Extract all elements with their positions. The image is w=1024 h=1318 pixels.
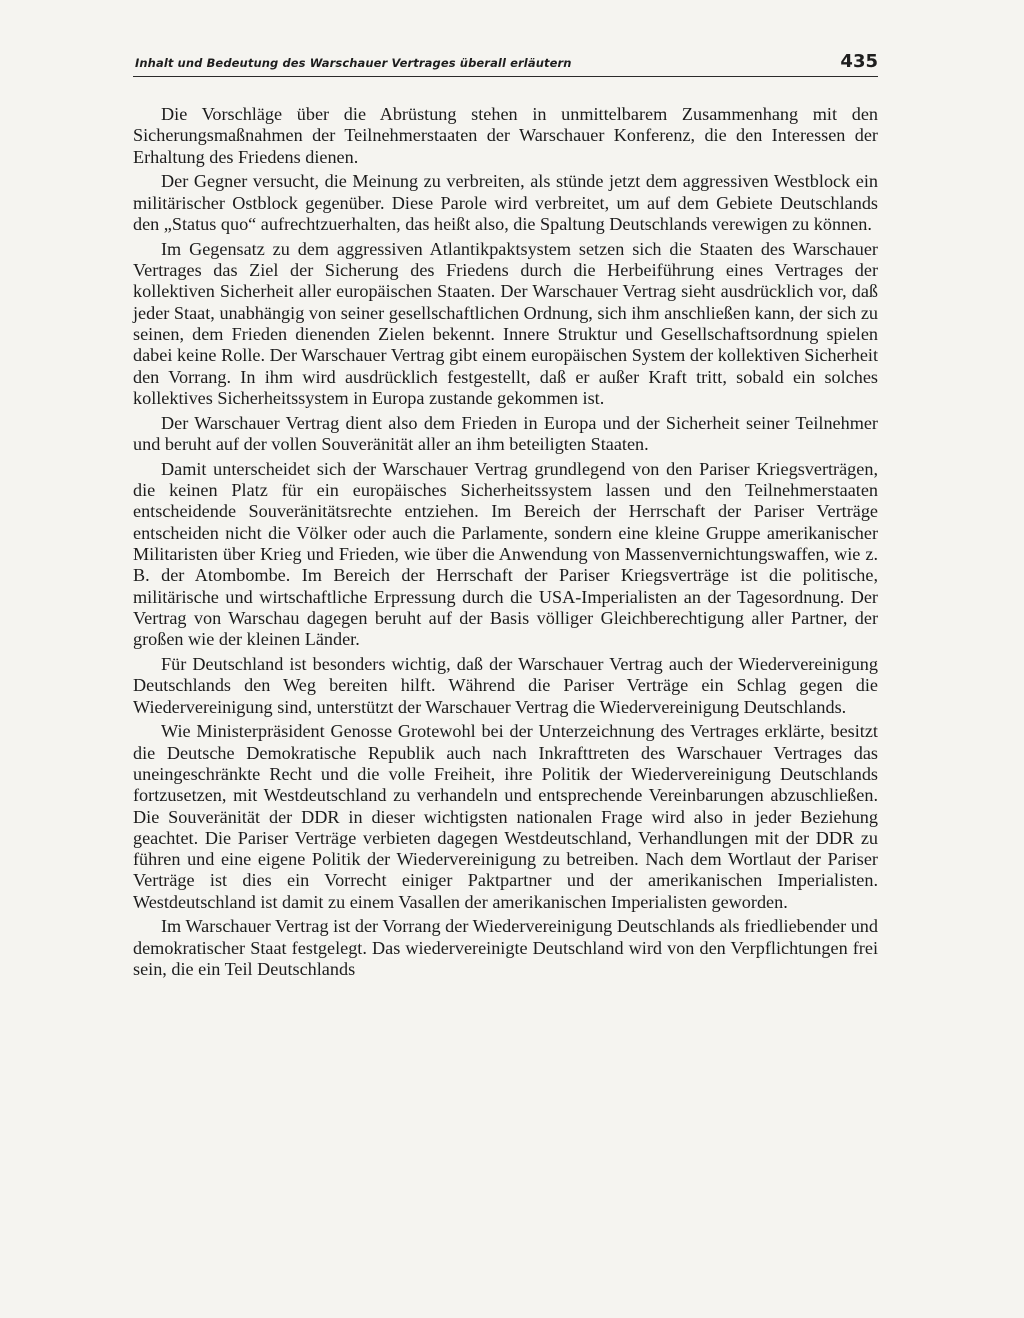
running-title: Inhalt und Bedeutung des Warschauer Vertrages überall erläutern [135, 56, 572, 70]
page-header [133, 52, 878, 77]
paragraph: Im Gegensatz zu dem aggressiven Atlantikpaktsystem setzen sich die Staaten des Warschauer Vertrages das Ziel der Sicherung des Friedens durch die Herbeiführung eines Vertrages der kollektiven Sicherheit aller europäischen Staaten. Der Warschauer Vertrag sieht ausdrücklich vor, daß jeder Staat, unabhängig von seiner gesellschaftlichen Ordnung, sich ihm anschließen kann, der sich zu seinen, dem Frieden dienenden Zielen bekennt. Innere Struktur und Gesellschaftsordnung spielen dabei keine Rolle. Der Warschauer Vertrag gibt einem europäischen System der kollektiven Sicherheit den Vorrang. In ihm wird ausdrücklich festgestellt, daß er außer Kraft tritt, sobald ein solches kollektives Sicherheitssystem in Europa zustande gekommen ist. [133, 238, 878, 408]
body-text [133, 104, 878, 980]
paragraph: Wie Ministerpräsident Genosse Grotewohl bei der Unterzeichnung des Vertrages erklärte, besitzt die Deutsche Demokratische Republik auch nach Inkrafttreten des Warschauer Vertrages das uneingeschränkte Recht und die volle Freiheit, ihre Politik der Wiedervereinigung Deutschlands fortzusetzen, mit Westdeutschland zu verhandeln und entsprechende Vereinbarungen abzuschließen. Die Souveränität der DDR in dieser wichtigsten nationalen Frage wird also in jeder Beziehung geachtet. Die Pariser Verträge verbieten dagegen Westdeutschland, Verhandlungen mit der DDR zu führen und eine eigene Politik der Wiedervereinigung zu betreiben. Nach dem Wortlaut der Pariser Verträge ist dies ein Vorrecht einiger Paktpartner und der amerikanischen Imperialisten. Westdeutschland ist damit zu einem Vasallen der amerikanischen Imperialisten geworden. [133, 721, 878, 912]
paragraph: Für Deutschland ist besonders wichtig, daß der Warschauer Vertrag auch der Wiedervereinigung Deutschlands den Weg bereiten hilft. Während die Pariser Verträge ein Schlag gegen die Wiedervereinigung sind, unterstützt der Warschauer Vertrag die Wiedervereinigung Deutschlands. [133, 653, 878, 717]
paragraph: Der Gegner versucht, die Meinung zu verbreiten, als stünde jetzt dem aggressiven Westblock ein militärischer Ostblock gegenüber. Diese Parole wird verbreitet, um auf dem Gebiete Deutschlands den „Status quo“ aufrechtzuerhalten, das heißt also, die Spaltung Deutschlands verewigen zu können. [133, 171, 878, 234]
page-number: 435 [840, 51, 878, 72]
paragraph: Der Warschauer Vertrag dient also dem Frieden in Europa und der Sicherheit seiner Teilnehmer und beruht auf der vollen Souveränität aller an ihm beteiligten Staaten. [133, 412, 878, 454]
paragraph: Die Vorschläge über die Abrüstung stehen in unmittelbarem Zusammenhang mit den Sicherungsmaßnahmen der Teilnehmerstaaten der Warschauer Konferenz, die den Interessen der Erhaltung des Friedens dienen. [133, 104, 878, 167]
paragraph: Im Warschauer Vertrag ist der Vorrang der Wiedervereinigung Deutschlands als friedliebender und demokratischer Staat festgelegt. Das wiedervereinigte Deutschland wird von den Verpflichtungen frei sein, die ein Teil Deutschlands [133, 916, 878, 980]
paragraph: Damit unterscheidet sich der Warschauer Vertrag grundlegend von den Pariser Kriegsverträgen, die keinen Platz für ein europäisches Sicherheitssystem lassen und den Teilnehmerstaaten entscheidende Souveränitätsrechte entziehen. Im Bereich der Herrschaft der Pariser Verträge entscheiden nicht die Völker oder auch die Parlamente, sondern eine kleine Gruppe amerikanischer Militaristen über Krieg und Frieden, wie über die Anwendung von Massenvernichtungswaffen, wie z. B. der Atombombe. Im Bereich der Herrschaft der Pariser Kriegsverträge ist die politische, militärische und wirtschaftliche Erpressung durch die USA-Imperialisten an der Tagesordnung. Der Vertrag von Warschau dagegen beruht auf der Basis völliger Gleichberechtigung aller Partner, der großen wie der kleinen Länder. [133, 458, 878, 650]
